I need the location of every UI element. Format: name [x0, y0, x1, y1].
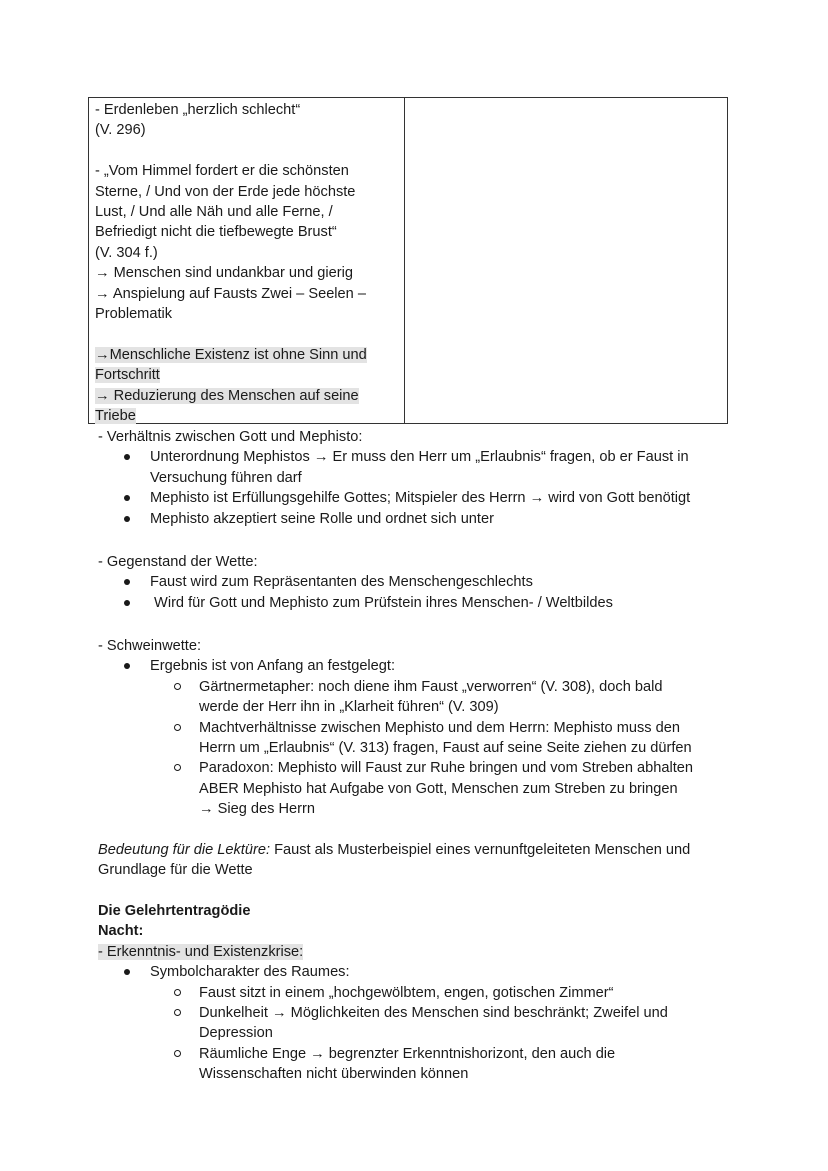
section-heading: - Schweinwette:: [98, 638, 202, 654]
circle-bullet-icon: [174, 1009, 181, 1016]
highlighted-text: Triebe: [95, 408, 136, 425]
bullet-icon: [124, 579, 130, 585]
table-line: → Anspielung auf Fausts Zwei – Seelen –: [95, 285, 366, 302]
bullet-text: Faust wird zum Repräsentanten des Menschengeschlechts: [150, 574, 533, 591]
circle-bullet-icon: [174, 1050, 181, 1057]
sub-bullet-text: Gärtnermetapher: noch diene ihm Faust „verworren“ (V. 308), doch bald: [199, 678, 663, 695]
bullet-item: [98, 593, 738, 613]
bullet-icon: [124, 969, 130, 975]
section-wette: [98, 552, 738, 613]
sub-bullet-text: ABER Mephisto hat Aufgabe von Gott, Menschen zum Streben zu bringen: [199, 780, 678, 797]
table-cell-left: [89, 98, 405, 423]
bullet-item: [98, 962, 738, 982]
highlighted-line: [95, 365, 398, 385]
table-cell-right: [405, 98, 727, 423]
highlighted-line: [95, 345, 398, 365]
sub-bullet-text: Depression: [199, 1025, 273, 1042]
bullet-text: Unterordnung Mephistos → Er muss den Herr um „Erlaubnis“ fragen, ob er Faust in: [150, 449, 689, 466]
table-line: (V. 304 f.): [95, 244, 158, 261]
table-line: → Menschen sind undankbar und gierig: [95, 265, 353, 282]
bullet-icon: [124, 600, 130, 606]
bullet-icon: [124, 516, 130, 522]
table-line: Befriedigt nicht die tiefbewegte Brust“: [95, 224, 337, 241]
bullet-item: [98, 509, 738, 529]
highlighted-text: → Reduzierung des Menschen auf seine: [95, 387, 359, 404]
bullet-text: Mephisto akzeptiert seine Rolle und ordnet sich unter: [150, 510, 494, 527]
circle-bullet-icon: [174, 989, 181, 996]
table-line: Sterne, / Und von der Erde jede höchste: [95, 183, 356, 200]
highlighted-line: [95, 386, 398, 406]
bullet-text: Mephisto ist Erfüllungsgehilfe Gottes; Mitspieler des Herrn → wird von Gott benötigt: [150, 490, 691, 507]
bullet-text: Symbolcharakter des Raumes:: [150, 964, 350, 981]
highlighted-text: Fortschritt: [95, 367, 160, 384]
bullet-text: Ergebnis ist von Anfang an festgelegt:: [150, 658, 396, 675]
sub-bullet-item: [98, 1044, 738, 1085]
sub-bullet-text: Herrn um „Erlaubnis“ (V. 313) fragen, Faust auf seine Seite ziehen zu dürfen: [199, 740, 692, 757]
sub-bullet-item: [98, 983, 738, 1003]
circle-bullet-icon: [174, 683, 181, 690]
bullet-item: [98, 488, 738, 508]
sub-bullet-item: [98, 677, 738, 718]
table-line: - Erdenleben „herzlich schlecht“: [95, 102, 301, 118]
bedeutung-label: Bedeutung für die Lektüre:: [98, 842, 271, 858]
bedeutung-line: [98, 840, 738, 860]
sub-bullet-item: [98, 758, 738, 819]
sub-bullet-item: [98, 1003, 738, 1044]
section-schweinwette: [98, 636, 738, 820]
sub-bullet-text: Faust sitzt in einem „hochgewölbtem, engen, gotischen Zimmer“: [199, 984, 614, 1001]
bullet-item: [98, 572, 738, 592]
table-line: Problematik: [95, 306, 173, 323]
krise-highlight: - Erkenntnis- und Existenzkrise:: [98, 943, 304, 960]
sub-bullet-text: Paradoxon: Mephisto will Faust zur Ruhe bringen und vom Streben abhalten: [199, 760, 694, 777]
sub-bullet-text: Wissenschaften nicht überwinden können: [199, 1066, 469, 1083]
bullet-icon: [124, 495, 130, 501]
bullet-text: Versuchung führen darf: [150, 469, 302, 486]
circle-bullet-icon: [174, 764, 181, 771]
sub-bullet-text: Machtverhältnisse zwischen Mephisto und dem Herrn: Mephisto muss den: [199, 719, 681, 736]
bullet-item: [98, 447, 738, 488]
section-bedeutung: [98, 840, 738, 881]
krise-heading: [98, 942, 738, 962]
section-gott-mephisto: [98, 427, 738, 529]
table-line: - „Vom Himmel fordert er die schönsten: [95, 163, 349, 180]
table-line: (V. 296): [95, 122, 146, 139]
sub-bullet-item: [98, 718, 738, 759]
bedeutung-text-2: Grundlage für die Wette: [98, 862, 253, 879]
sub-bullet-text: Räumliche Enge → begrenzter Erkenntnishorizont, den auch die: [199, 1045, 616, 1062]
circle-bullet-icon: [174, 724, 181, 731]
table-line: Lust, / Und alle Näh und alle Ferne, /: [95, 204, 333, 221]
section-heading: - Gegenstand der Wette:: [98, 554, 258, 570]
bedeutung-text: Faust als Musterbeispiel eines vernunftgeleiteten Menschen und: [270, 842, 691, 858]
sub-bullet-text: werde der Herr ihn in „Klarheit führen“ (V. 309): [199, 699, 499, 716]
section-heading: - Verhältnis zwischen Gott und Mephisto:: [98, 429, 363, 445]
table-gap: [95, 324, 398, 344]
bullet-item: [98, 656, 738, 676]
table-gap: [95, 141, 398, 161]
sub-bullet-text: Dunkelheit → Möglichkeiten des Menschen sind beschränkt; Zweifel und: [199, 1005, 668, 1022]
highlighted-line: [95, 406, 398, 426]
bullet-icon: [124, 663, 130, 669]
highlighted-text: →Menschliche Existenz ist ohne Sinn und: [95, 346, 367, 363]
sub-bullet-text: → Sieg des Herrn: [199, 801, 315, 818]
section-title: Die Gelehrtentragödie: [98, 903, 251, 919]
bullet-icon: [124, 454, 130, 460]
section-gelehrten: [98, 901, 738, 1085]
section-subtitle: Nacht:: [98, 923, 144, 940]
notes-table: [88, 97, 728, 424]
bullet-text: Wird für Gott und Mephisto zum Prüfstein ihres Menschen- / Weltbildes: [150, 594, 613, 611]
